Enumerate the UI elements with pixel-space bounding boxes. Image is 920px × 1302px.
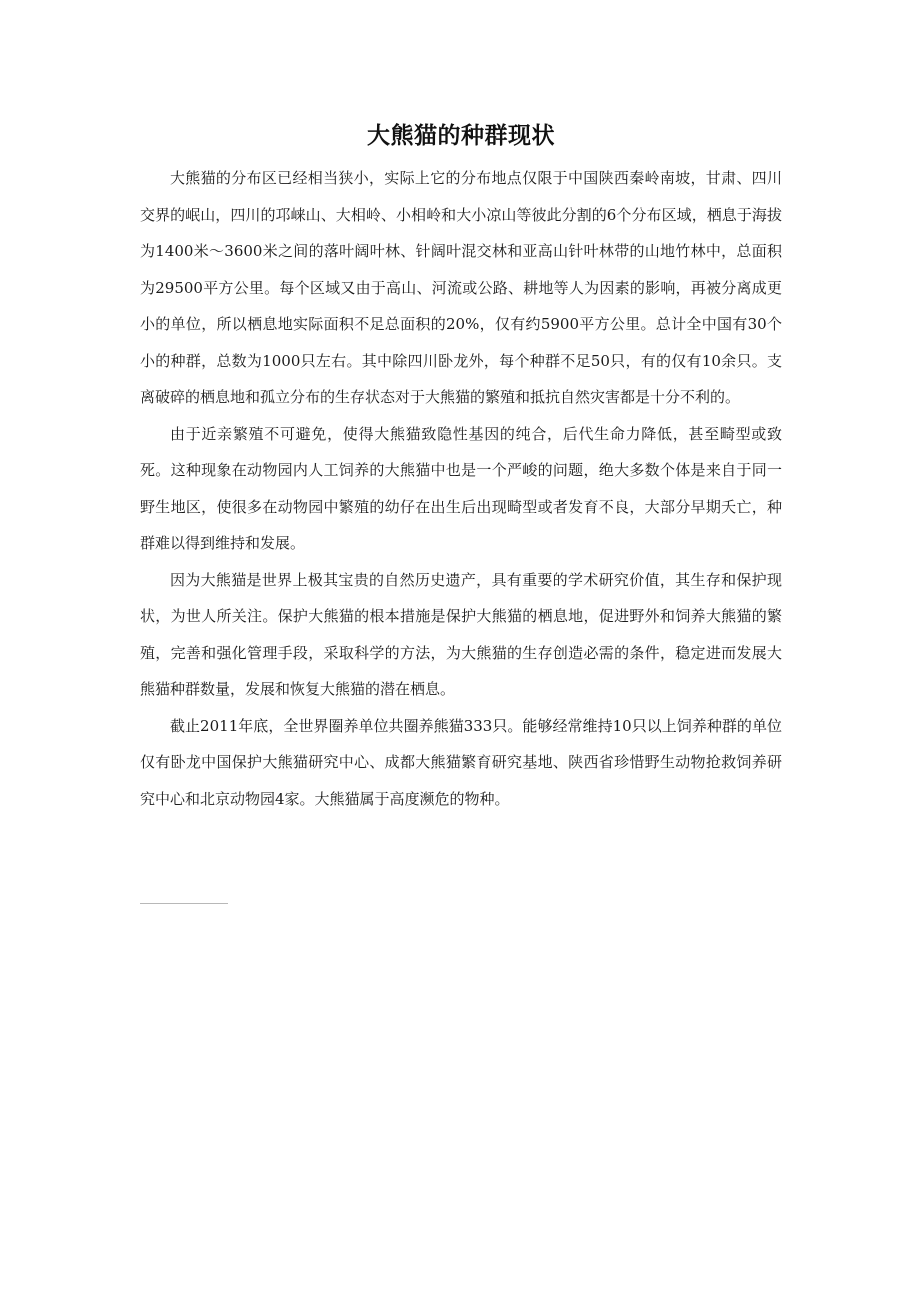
paragraph-distribution: 大熊猫的分布区已经相当狭小，实际上它的分布地点仅限于中国陕西秦岭南坡，甘肃、四川交界的岷山，四川的邛崃山、大相岭、小相岭和大小凉山等彼此分割的6个分布区域，栖息于海拔为1400米～3600米之间的落叶阔叶林、针阔叶混交林和亚高山针叶林带的山地竹林中，总面积为29500平方公里。每个区域又由于高山、河流或公路、耕地等人为因素的影响，再被分离成更小的单位，所以栖息地实际面积不足总面积的20%，仅有约5900平方公里。总计全中国有30个小的种群，总数为1000只左右。其中除四川卧龙外，每个种群不足50只，有的仅有10余只。支离破碎的栖息地和孤立分布的生存状态对于大熊猫的繁殖和抵抗自然灾害都是十分不利的。 — [140, 169, 782, 406]
paragraph-captivity: 截止2011年底，全世界圈养单位共圈养熊猫333只。能够经常维持10只以上饲养种群的单位仅有卧龙中国保护大熊猫研究中心、成都大熊猫繁育研究基地、陕西省珍惜野生动物抢救饲养研究中心和北京动物园4家。大熊猫属于高度濒危的物种。 — [140, 716, 782, 808]
document-body — [140, 160, 782, 817]
paragraph-inbreeding: 由于近亲繁殖不可避免，使得大熊猫致隐性基因的纯合，后代生命力降低，甚至畸型或致死。这种现象在动物园内人工饲养的大熊猫中也是一个严峻的问题，绝大多数个体是来自于同一野生地区，使很多在动物园中繁殖的幼仔在出生后出现畸型或者发育不良，大部分早期夭亡，种群难以得到维持和发展。 — [140, 424, 782, 552]
paragraph-protection: 因为大熊猫是世界上极其宝贵的自然历史遗产，具有重要的学术研究价值，其生存和保护现状，为世人所关注。保护大熊猫的根本措施是保护大熊猫的栖息地，促进野外和饲养大熊猫的繁殖，完善和强化管理手段，采取科学的方法，为大熊猫的生存创造必需的条件，稳定进而发展大熊猫种群数量，发展和恢复大熊猫的潜在栖息。 — [140, 570, 782, 698]
document-title: 大熊猫的种群现状 — [367, 123, 555, 149]
footnote-separator — [140, 903, 228, 904]
